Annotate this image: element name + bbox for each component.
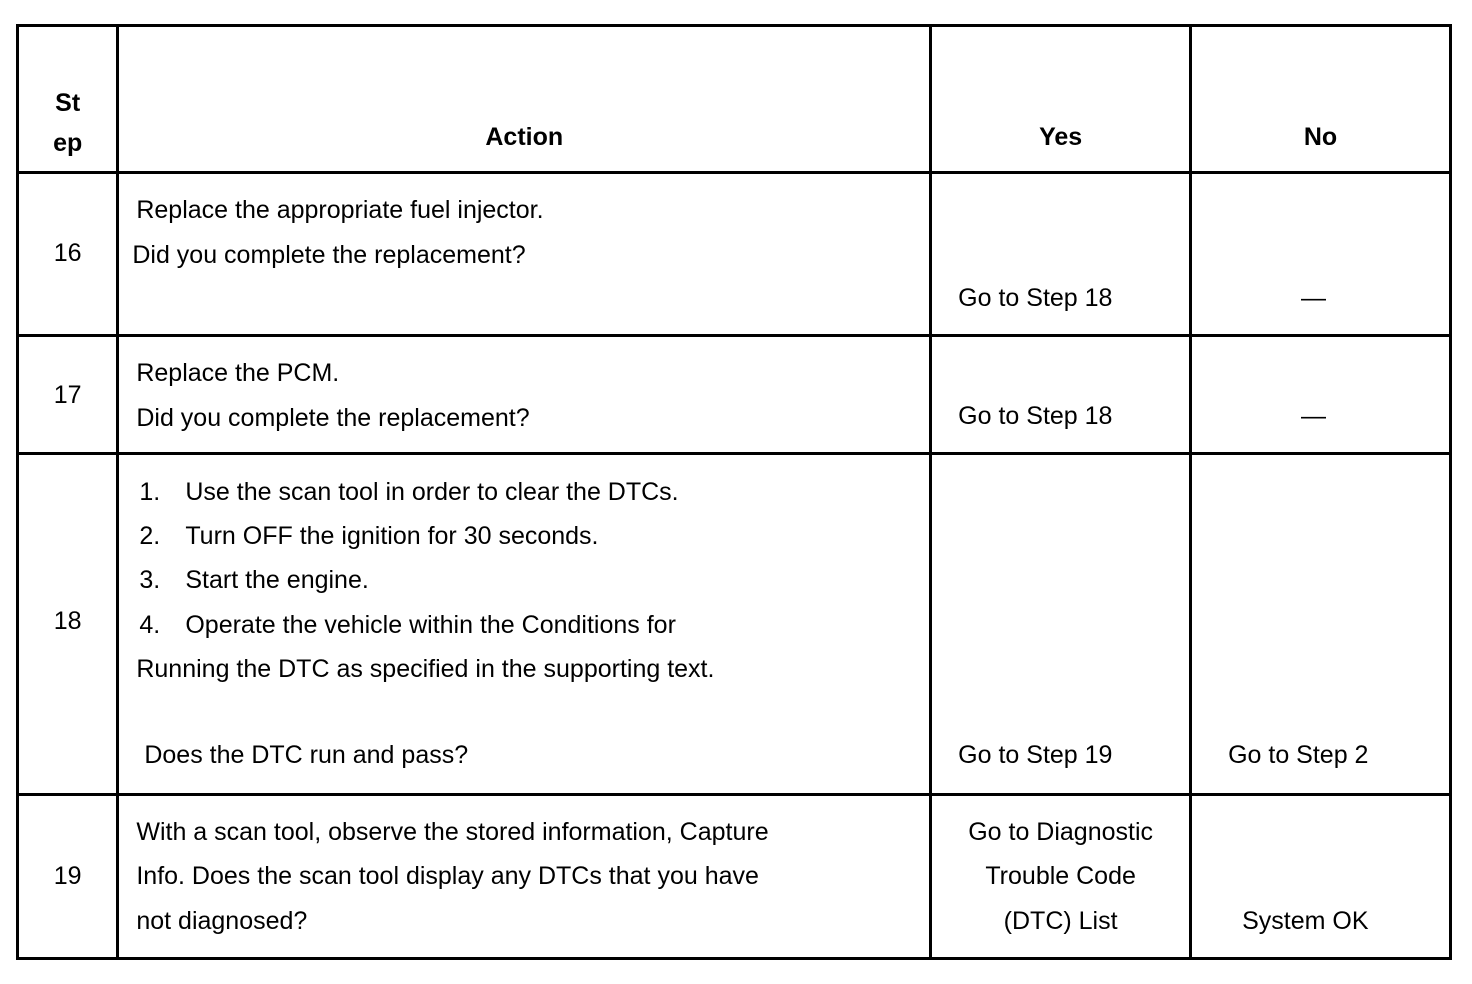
action-line: not diagnosed? bbox=[136, 907, 308, 936]
list-item-text: Turn OFF the ignition for 30 seconds. bbox=[185, 522, 599, 551]
header-step-cell bbox=[18, 26, 118, 173]
action-cell bbox=[118, 454, 931, 795]
header-step-line1: St bbox=[55, 89, 81, 117]
action-line: Info. Does the scan tool display any DTCs that you have bbox=[136, 862, 759, 891]
action-cell bbox=[118, 335, 931, 453]
yes-outcome: Go to Step 19 bbox=[958, 741, 1113, 770]
action-line: Replace the PCM. bbox=[136, 358, 340, 387]
diagnostic-table bbox=[16, 24, 1452, 960]
list-item-text: Start the engine. bbox=[185, 566, 369, 595]
action-line: With a scan tool, observe the stored information, Capture bbox=[136, 818, 769, 847]
step-number: 19 bbox=[53, 862, 82, 891]
list-item bbox=[139, 478, 678, 507]
action-cell bbox=[118, 172, 931, 335]
table-row bbox=[18, 335, 1451, 453]
list-item bbox=[139, 611, 676, 640]
action-cell bbox=[118, 795, 931, 959]
action-line: Did you complete the replacement? bbox=[136, 403, 530, 432]
yes-outcome: Go to Step 18 bbox=[958, 401, 1113, 430]
yes-cell bbox=[931, 795, 1191, 959]
step-number: 17 bbox=[53, 380, 82, 409]
yes-outcome-line: (DTC) List bbox=[1003, 907, 1118, 936]
action-question: Does the DTC run and pass? bbox=[144, 741, 469, 770]
header-action-cell bbox=[118, 26, 931, 173]
step-number: 18 bbox=[53, 607, 82, 636]
no-outcome: System OK bbox=[1242, 907, 1369, 936]
list-item-number: 4. bbox=[139, 611, 161, 640]
list-item-text: Use the scan tool in order to clear the DTCs. bbox=[185, 478, 679, 507]
table-row bbox=[18, 454, 1451, 795]
yes-cell bbox=[931, 454, 1191, 795]
no-cell bbox=[1191, 335, 1451, 453]
action-line: Replace the appropriate fuel injector. bbox=[136, 195, 544, 224]
header-row bbox=[18, 26, 1451, 173]
step-number: 16 bbox=[53, 238, 82, 267]
no-cell bbox=[1191, 795, 1451, 959]
step-cell bbox=[18, 172, 118, 335]
list-item bbox=[139, 522, 598, 551]
no-outcome: — bbox=[1301, 401, 1327, 430]
yes-cell bbox=[931, 335, 1191, 453]
header-step bbox=[19, 83, 116, 163]
list-item-number: 1. bbox=[139, 478, 161, 507]
header-no-cell bbox=[1191, 26, 1451, 173]
header-action: Action bbox=[485, 123, 564, 151]
list-item-number: 2. bbox=[139, 522, 161, 551]
no-outcome: — bbox=[1301, 283, 1327, 312]
yes-outcome-line: Go to Diagnostic bbox=[968, 818, 1154, 847]
table-row bbox=[18, 795, 1451, 959]
step-cell bbox=[18, 454, 118, 795]
action-line: Did you complete the replacement? bbox=[132, 240, 526, 269]
yes-cell bbox=[931, 172, 1191, 335]
yes-outcome-line: Trouble Code bbox=[985, 862, 1136, 891]
no-cell bbox=[1191, 454, 1451, 795]
action-continuation: Running the DTC as specified in the supporting text. bbox=[136, 655, 715, 684]
header-step-line2: ep bbox=[53, 129, 83, 157]
header-yes-cell bbox=[931, 26, 1191, 173]
list-item-text: Operate the vehicle within the Conditions for bbox=[185, 611, 676, 640]
yes-outcome: Go to Step 18 bbox=[958, 283, 1113, 312]
step-cell bbox=[18, 335, 118, 453]
step-cell bbox=[18, 795, 118, 959]
no-outcome: Go to Step 2 bbox=[1228, 741, 1369, 770]
header-no: No bbox=[1303, 123, 1338, 151]
header-yes: Yes bbox=[1039, 123, 1083, 151]
no-cell bbox=[1191, 172, 1451, 335]
table-row bbox=[18, 172, 1451, 335]
list-item bbox=[139, 566, 368, 595]
list-item-number: 3. bbox=[139, 566, 161, 595]
